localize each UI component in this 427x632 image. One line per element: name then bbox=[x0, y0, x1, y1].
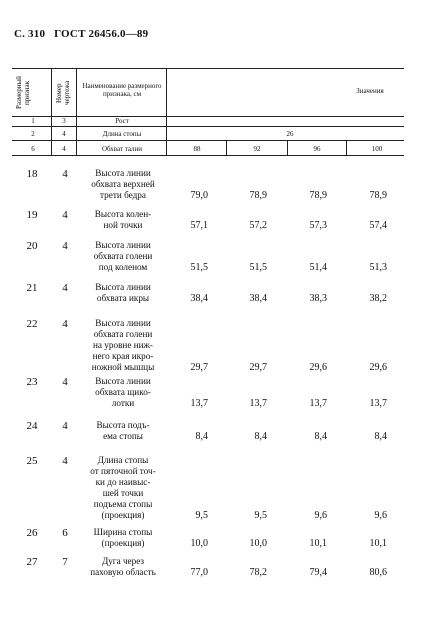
row-value: 51,4 bbox=[309, 262, 327, 273]
row-value: 8,4 bbox=[374, 431, 387, 442]
vline-5 bbox=[287, 141, 288, 155]
row-number: 18 bbox=[26, 168, 38, 180]
stopa-fig: 4 bbox=[62, 130, 66, 138]
row-value: 10,1 bbox=[309, 538, 327, 549]
row-name-line: ной точки bbox=[103, 220, 143, 230]
row-number: 19 bbox=[26, 209, 38, 221]
talia-v2: 92 bbox=[253, 145, 261, 153]
row-name-line: ножной мышцы bbox=[91, 362, 155, 372]
col-header-feature: Размерный признак bbox=[15, 76, 31, 110]
row-value: 9,6 bbox=[314, 510, 327, 521]
row-value: 38,2 bbox=[369, 293, 387, 304]
row-name-line: (проекция) bbox=[101, 510, 145, 520]
row-number: 21 bbox=[26, 282, 38, 294]
row-number: 23 bbox=[26, 376, 38, 388]
row-value: 57,2 bbox=[249, 220, 267, 231]
row-name bbox=[79, 282, 167, 304]
rule-top bbox=[12, 68, 404, 69]
row-value: 51,3 bbox=[369, 262, 387, 273]
talia-v1: 88 bbox=[193, 145, 201, 153]
row-value: 8,4 bbox=[254, 431, 267, 442]
row-value: 13,7 bbox=[249, 398, 267, 409]
row-figure: 4 bbox=[62, 282, 68, 294]
row-name-line: паховую область bbox=[90, 567, 156, 577]
row-number: 25 bbox=[26, 455, 38, 467]
row-name-line: на уровне ниж- bbox=[93, 340, 153, 350]
row-figure: 4 bbox=[62, 240, 68, 252]
row-value: 57,1 bbox=[190, 220, 208, 231]
vline-2 bbox=[76, 68, 77, 155]
row-name-line: Дуга через bbox=[101, 556, 145, 566]
row-name-line: Длина стопы bbox=[97, 455, 149, 465]
vline-3 bbox=[166, 68, 167, 155]
row-figure: 4 bbox=[62, 420, 68, 432]
vline-6 bbox=[346, 141, 347, 155]
col-header-name: Наименование размерного признака, см bbox=[82, 82, 162, 98]
row-value: 10,0 bbox=[190, 538, 208, 549]
row-value: 10,1 bbox=[369, 538, 387, 549]
stopa-value: 26 bbox=[286, 130, 294, 138]
row-name-line: Высота линии bbox=[95, 168, 151, 178]
row-value: 57,3 bbox=[309, 220, 327, 231]
col-header-figure: Номер чертежа bbox=[55, 80, 71, 106]
row-value: 29,6 bbox=[309, 362, 327, 373]
row-figure: 4 bbox=[62, 318, 68, 330]
row-value: 79,4 bbox=[309, 567, 327, 578]
num-col1: 1 bbox=[31, 117, 35, 125]
row-value: 29,6 bbox=[369, 362, 387, 373]
row-value: 78,2 bbox=[249, 567, 267, 578]
row-name-line: от пяточной точ- bbox=[90, 466, 156, 476]
row-name-line: Высота колен- bbox=[94, 209, 152, 219]
row-value: 9,5 bbox=[254, 510, 267, 521]
row-value: 51,5 bbox=[249, 262, 267, 273]
row-name-line: трети бедра bbox=[100, 190, 146, 200]
row-number: 26 bbox=[26, 527, 38, 539]
row-value: 77,0 bbox=[190, 567, 208, 578]
row-name-line: Высота линии bbox=[95, 318, 151, 328]
row-name bbox=[79, 556, 167, 578]
row-figure: 4 bbox=[62, 376, 68, 388]
row-value: 38,4 bbox=[190, 293, 208, 304]
row-value: 51,5 bbox=[190, 262, 208, 273]
row-name-line: него края икро- bbox=[92, 351, 154, 361]
row-name-line: шей точки bbox=[102, 488, 144, 498]
row-figure: 4 bbox=[62, 209, 68, 221]
vline-1 bbox=[51, 68, 52, 155]
row-number: 27 bbox=[26, 556, 38, 568]
page-number: С. 310 bbox=[14, 28, 46, 40]
row-value: 78,9 bbox=[369, 190, 387, 201]
row-name-line: ки до наивыс- bbox=[95, 477, 151, 487]
page-header bbox=[14, 28, 148, 40]
row-value: 13,7 bbox=[190, 398, 208, 409]
num-col3: Рост bbox=[115, 117, 129, 125]
row-name bbox=[79, 318, 167, 373]
row-value: 38,4 bbox=[249, 293, 267, 304]
stopa-name: Длина стопы bbox=[102, 130, 142, 138]
row-figure: 7 bbox=[62, 556, 68, 568]
row-name-line: под коленом bbox=[98, 262, 148, 272]
talia-v4: 100 bbox=[371, 145, 383, 153]
row-value: 80,6 bbox=[369, 567, 387, 578]
row-name bbox=[79, 240, 167, 273]
row-number: 22 bbox=[26, 318, 38, 330]
rule-numbers-bottom bbox=[12, 126, 404, 127]
stopa-num: 2 bbox=[31, 130, 35, 138]
row-value: 8,4 bbox=[195, 431, 208, 442]
row-name-line: подъема стопы bbox=[93, 499, 153, 509]
row-value: 13,7 bbox=[309, 398, 327, 409]
row-name-line: ема стопы bbox=[103, 431, 143, 441]
row-value: 78,9 bbox=[249, 190, 267, 201]
row-value: 13,7 bbox=[369, 398, 387, 409]
row-name-line: (проекция) bbox=[101, 538, 145, 548]
row-name bbox=[79, 168, 167, 201]
row-value: 29,7 bbox=[190, 362, 208, 373]
row-name-line: обхвата щико- bbox=[95, 387, 151, 397]
row-value: 38,3 bbox=[309, 293, 327, 304]
row-name-line: лотки bbox=[111, 398, 135, 408]
talia-num: 6 bbox=[31, 145, 35, 153]
row-value: 57,4 bbox=[369, 220, 387, 231]
row-value: 29,7 bbox=[249, 362, 267, 373]
row-name bbox=[79, 527, 167, 549]
row-value: 79,0 bbox=[190, 190, 208, 201]
talia-name: Обхват талии bbox=[101, 145, 143, 153]
row-value: 10,0 bbox=[249, 538, 267, 549]
row-name-line: Высота линии bbox=[95, 240, 151, 250]
row-name-line: Ширина стопы bbox=[93, 527, 153, 537]
row-name-line: обхвата икры bbox=[96, 293, 150, 303]
row-figure: 4 bbox=[62, 455, 68, 467]
num-col2: 3 bbox=[62, 117, 66, 125]
row-name-line: Высота линии bbox=[95, 376, 151, 386]
row-number: 24 bbox=[26, 420, 38, 432]
row-value: 78,9 bbox=[309, 190, 327, 201]
row-name bbox=[79, 209, 167, 231]
standard-code: ГОСТ 26456.0—89 bbox=[54, 28, 149, 40]
row-figure: 6 bbox=[62, 527, 68, 539]
rule-talia-bottom bbox=[12, 155, 404, 156]
row-name bbox=[79, 420, 167, 442]
row-name bbox=[79, 455, 167, 521]
row-name-line: обхвата голени bbox=[93, 329, 153, 339]
row-name bbox=[79, 376, 167, 409]
row-name-line: Высота линии bbox=[95, 282, 151, 292]
row-value: 8,4 bbox=[314, 431, 327, 442]
vline-4 bbox=[226, 141, 227, 155]
row-name-line: Высота подъ- bbox=[96, 420, 150, 430]
row-name-line: обхвата голени bbox=[93, 251, 153, 261]
row-value: 9,5 bbox=[195, 510, 208, 521]
row-value: 9,6 bbox=[374, 510, 387, 521]
row-figure: 4 bbox=[62, 168, 68, 180]
talia-fig: 4 bbox=[62, 145, 66, 153]
talia-v3: 96 bbox=[313, 145, 321, 153]
col-header-values: Значения bbox=[356, 87, 384, 95]
row-name-line: обхвата верхней bbox=[91, 179, 155, 189]
row-number: 20 bbox=[26, 240, 38, 252]
